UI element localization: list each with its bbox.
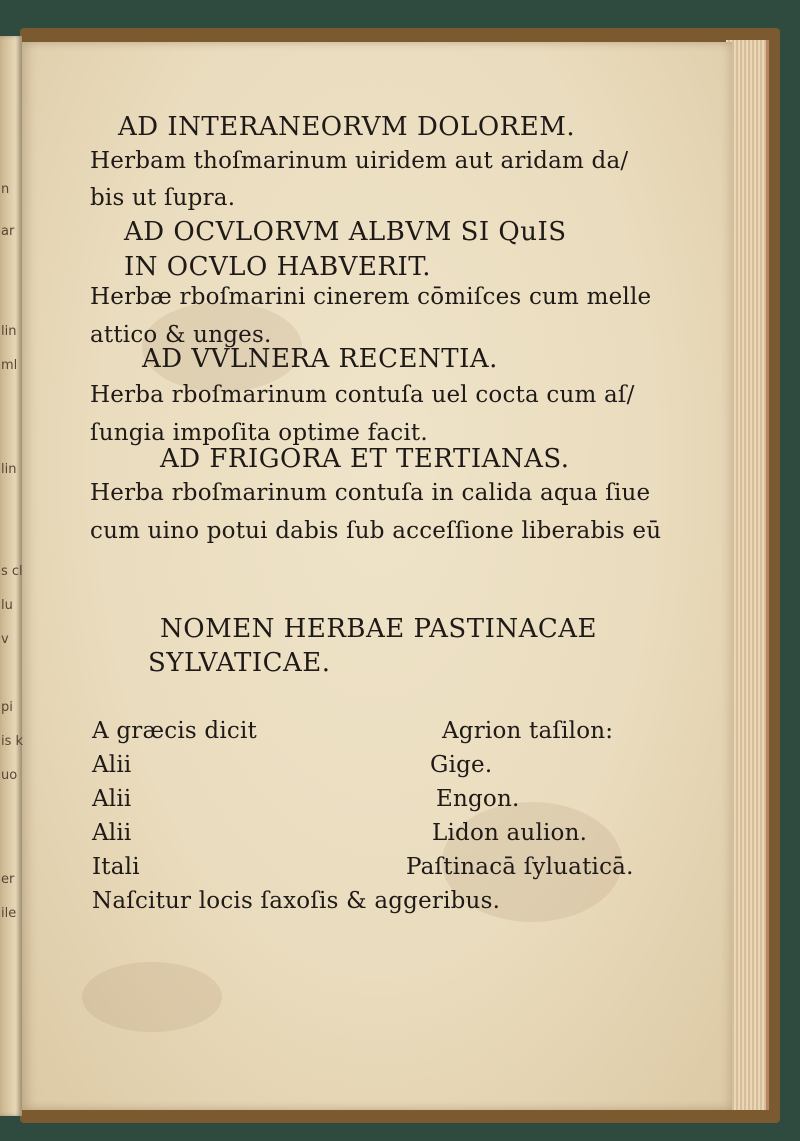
paragraph-line: Herbam thoſmarinum uiridem aut aridam da/ <box>90 148 629 174</box>
margin-mark: lu <box>1 598 13 613</box>
margin-mark: er <box>1 872 15 887</box>
name-right: Engon. <box>436 786 520 812</box>
margin-mark: is k <box>1 734 24 749</box>
heading-vulnera: AD VVLNERA RECENTIA. <box>142 344 498 374</box>
foxing-stain <box>82 962 222 1032</box>
margin-mark: uo <box>1 768 18 783</box>
paragraph-line: Herba rboſmarinum contuſa uel cocta cum aſ/ <box>90 382 635 408</box>
margin-mark: v <box>1 632 9 647</box>
name-right: Paſtinacā ſyluaticā. <box>406 854 634 880</box>
heading-frigora: AD FRIGORA ET TERTIANAS. <box>160 444 570 474</box>
margin-mark: ar <box>1 224 15 239</box>
closing-line: Naſcitur locis ſaxoſis & aggeribus. <box>92 888 501 914</box>
paragraph-line: Herba rboſmarinum contuſa in calida aqua ſiue <box>90 480 651 506</box>
heading-oculorum: AD OCVLORVM ALBVM SI QuIS <box>124 217 567 247</box>
margin-mark: ml <box>1 358 18 373</box>
name-left: Alii <box>92 786 132 812</box>
paragraph-line: bis ut ſupra. <box>90 185 236 211</box>
margin-mark: lin <box>1 324 17 339</box>
margin-mark: lin <box>1 462 17 477</box>
heading-interaneorum: AD INTERANEORVM DOLOREM. <box>118 112 576 142</box>
heading-pastinaca: NOMEN HERBAE PASTINACAE <box>160 614 598 644</box>
paragraph-line: Herbæ rboſmarini cinerem cōmiſces cum melle <box>90 284 652 310</box>
margin-mark: n <box>1 182 10 197</box>
name-left: Itali <box>92 854 140 880</box>
paragraph-line: ſungia impoſita optime facit. <box>90 420 428 446</box>
name-right: Lidon aulion. <box>432 820 588 846</box>
name-left: Alii <box>92 820 132 846</box>
name-left: A græcis dicit <box>92 718 257 744</box>
margin-mark: ile <box>1 906 17 921</box>
heading-pastinaca-continued: SYLVATICAE. <box>148 648 331 678</box>
manuscript-page <box>22 42 732 1110</box>
page-stack-edge <box>726 40 769 1110</box>
margin-mark: s cl <box>1 564 23 579</box>
margin-mark: pi <box>1 700 13 715</box>
paragraph-line: attico & unges. <box>90 322 272 348</box>
name-right: Agrion taſilon: <box>442 718 614 744</box>
heading-oculorum-continued: IN OCVLO HABVERIT. <box>124 252 432 282</box>
name-right: Gige. <box>430 752 493 778</box>
paragraph-line: cum uino potui dabis ſub acceſſione liberabis eū <box>90 518 662 544</box>
name-left: Alii <box>92 752 132 778</box>
